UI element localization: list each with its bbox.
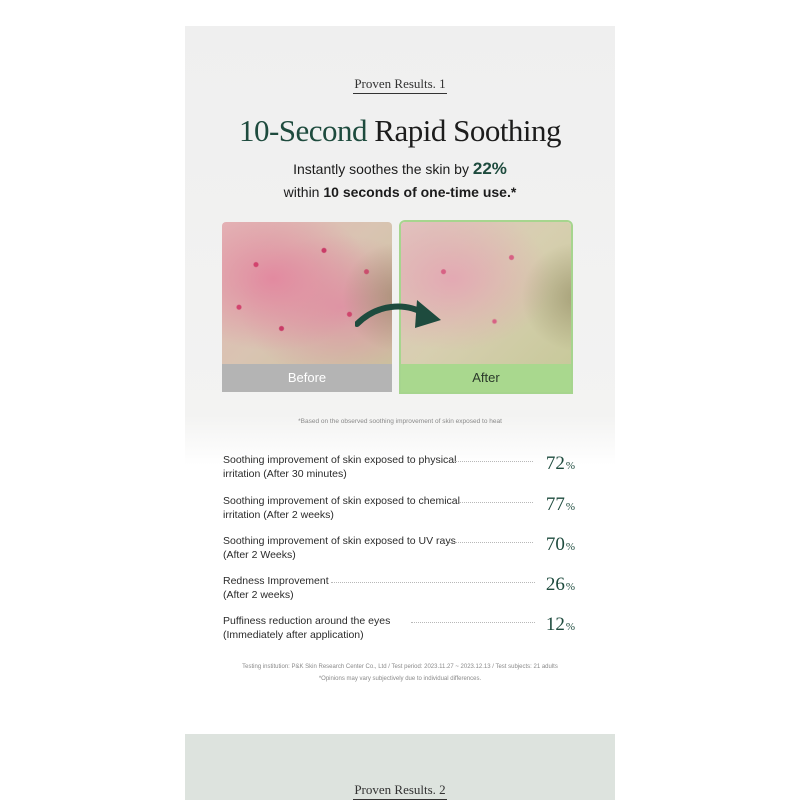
headline	[185, 113, 615, 149]
stat-leader-line	[411, 622, 535, 623]
curved-arrow-icon	[355, 290, 445, 350]
stat-row	[223, 534, 575, 564]
stat-row	[223, 453, 575, 483]
stat-value: 77%	[545, 494, 575, 515]
results-panel-1	[185, 26, 615, 734]
photo-footnote: *Based on the observed soothing improvement of skin exposed to heat	[298, 418, 502, 425]
subheadline-percent: 22%	[472, 159, 507, 178]
stat-row	[223, 574, 575, 604]
stat-label: Soothing improvement of skin exposed to physical irritation (After 30 minutes)	[223, 454, 457, 480]
stat-label: Soothing improvement of skin exposed to UV rays (After 2 Weeks)	[223, 535, 456, 561]
stat-label: Redness Improvement (After 2 weeks)	[223, 575, 329, 601]
stat-leader-line	[455, 461, 533, 462]
stat-value: 72%	[545, 453, 575, 474]
testing-info: Testing institution: P&K Skin Research Center Co., Ltd / Test period: 2023.11.27 ~ 2023.12.13 / Test subjects: 21 adults	[242, 664, 558, 670]
stat-row	[223, 614, 575, 644]
section-eyebrow: Proven Results. 1	[185, 76, 615, 92]
subheadline-line1: Instantly soothes the skin by 22%	[293, 159, 507, 178]
subheadline-line2: within 10 seconds of one-time use.*	[283, 184, 517, 200]
opinion-disclaimer: *Opinions may vary subjectively due to individual differences.	[318, 676, 482, 682]
after-label: After	[401, 364, 571, 392]
stat-label: Soothing improvement of skin exposed to chemical irritation (After 2 weeks)	[223, 495, 460, 521]
stat-value: 26%	[545, 574, 575, 595]
headline-accent: 10-Second	[238, 113, 368, 148]
stat-value: 12%	[545, 614, 575, 635]
stat-value: 70%	[545, 534, 575, 555]
stat-label: Puffiness reduction around the eyes (Immediately after application)	[223, 615, 391, 641]
results-panel-2	[185, 734, 615, 800]
section-eyebrow: Proven Results. 2	[185, 782, 615, 798]
stat-leader-line	[331, 582, 535, 583]
before-label: Before	[222, 364, 392, 392]
stat-row	[223, 494, 575, 524]
stat-leader-line	[449, 542, 533, 543]
stat-leader-line	[459, 502, 533, 503]
headline-rest: Rapid Soothing	[374, 113, 562, 148]
